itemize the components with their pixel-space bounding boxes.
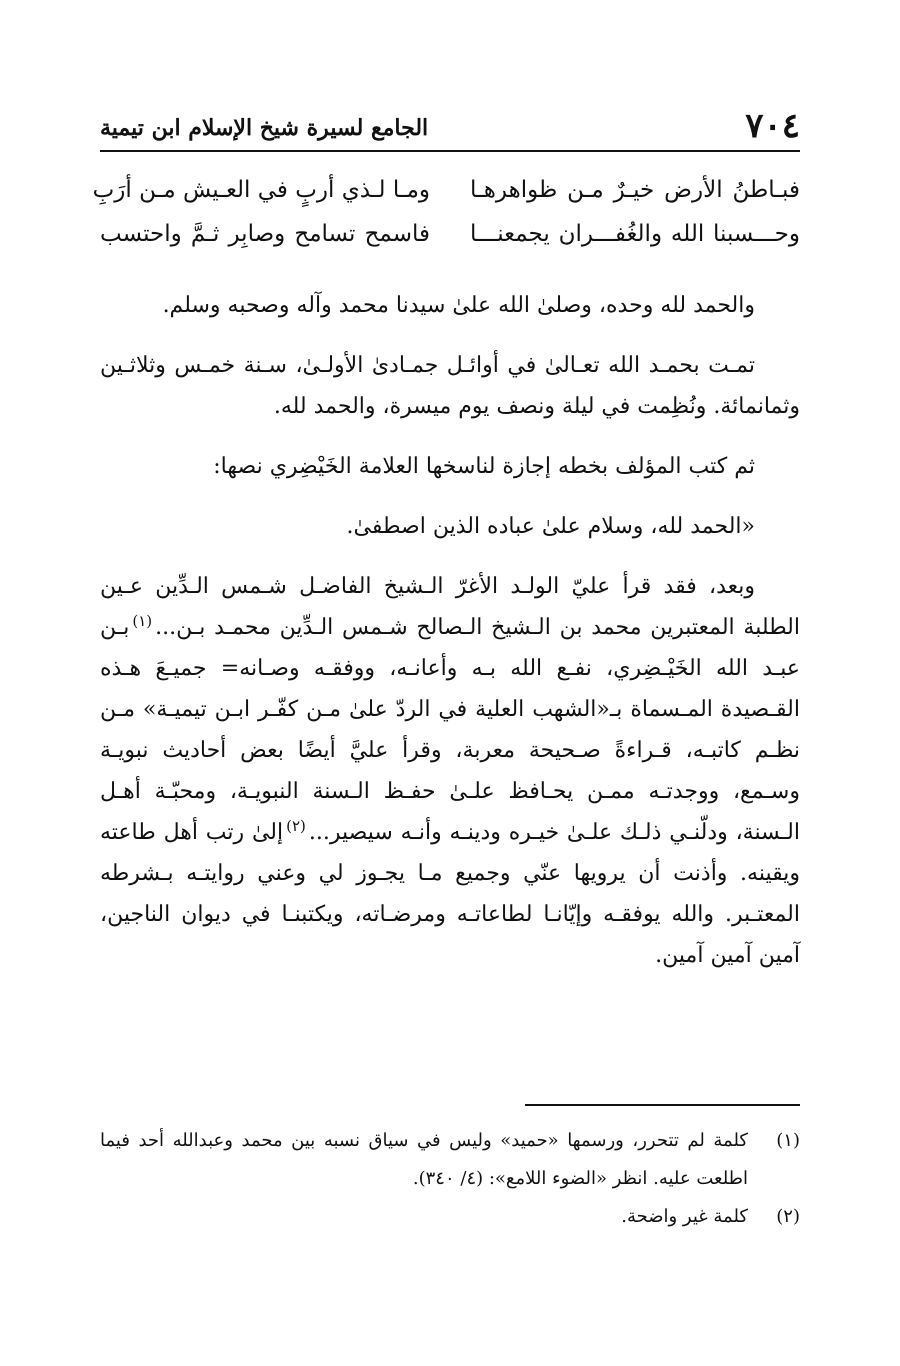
page-number: ٧٠٤ (745, 106, 800, 146)
paragraph-ijaza-opening: «الحمد لله، وسلام علىٰ عباده الذين اصطفىٰ. (346, 514, 755, 539)
footnote-text: كلمة غير واضحة. (621, 1206, 748, 1227)
verse-first-hemistich: فبـاطنُ الأرض خيـرٌ مـن ظواهرهـا (470, 177, 800, 203)
footnotes (100, 1122, 800, 1236)
footnote-number: (١) (776, 1130, 800, 1151)
paragraph-completion-note: تمـت بحمـد الله تعـالىٰ في أوائـل جمـادىٰ الأولـىٰ، سـنة خمـس وثلاثـين وثمانمائة. ونُظِمت في ليلة ونصف يوم ميسرة، والحمد لله. (100, 353, 800, 419)
paragraph-ijaza-intro: ثم كتب المؤلف بخطه إجازة لناسخها العلامة الخَيْضِري نصها: (213, 454, 755, 479)
ijaza-text-part2: بـن عبـد الله الخَيْـضِري، نفـع الله بـه وأعانـه، ووفقـه وصـانه= جميـعَ هـذه القـصيدة المـسماة بـ«الشهب العلية في الردّ علىٰ مـن كفّـر ابـن تيميـة» مـن نظـم كاتبـه، قـراءةً صـحيحة معربة، وقرأ عليَّ أيضًا بعض أحاديث نبويـة وسـمع، ووجدتـه ممـن يحـافظ علـىٰ حفـظ الـسنة النبويـة، ومحبّـة أهـل الـسنة، ودلّنـي ذلـك علـىٰ خيـره ودينـه وأنـه سيصير... (100, 615, 800, 845)
ijaza-text-part1: وبعد، فقد قرأ عليّ الولـد الأغرّ الـشيخ الفاضـل شـمس الـدِّين عـين الطلبة المعتبرين محمد بن الـشيخ الـصالح شـمس الـدِّين محمـد بـن... (100, 574, 800, 640)
paragraph-closing-praise: والحمد لله وحده، وصلىٰ الله علىٰ سيدنا محمد وآله وصحبه وسلم. (162, 293, 755, 318)
verse-first-hemistich: وحـــسبنا الله والغُفـــران يجمعنـــا (470, 221, 800, 247)
verse-row (100, 212, 800, 256)
footnote-ref-1[interactable]: (١) (132, 611, 153, 630)
paragraph-ijaza-text (100, 566, 800, 976)
footnote-separator (525, 1104, 800, 1106)
poem-verses (92, 168, 800, 256)
running-title: الجامع لسيرة شيخ الإسلام ابن تيمية (100, 115, 429, 141)
footnote-item (100, 1122, 800, 1198)
page-header (100, 100, 800, 152)
footnote-item (100, 1198, 800, 1236)
body-text (100, 285, 800, 976)
verse-second-hemistich: ومـا لـذي أربٍ في العـيش مـن أرَبِ (92, 177, 430, 203)
footnote-ref-2[interactable]: (٢) (286, 816, 306, 835)
verse-row (92, 168, 800, 212)
footnote-text: كلمة لم تتحرر، ورسمها «حميد» وليس في سياق نسبه بين محمد وعبدالله أحد فيما اطلعت عليه. انظر «الضوء اللامع»: (٤/ ٣٤٠). (100, 1130, 748, 1189)
verse-second-hemistich: فاسمح تسامح وصابِر ثـمَّ واحتسب (100, 221, 430, 247)
ijaza-text-part3: إلىٰ رتب أهل طاعته ويقينه. وأذنت أن يرويها عنّي وجميع مـا يجـوز لي وعني روايتـه بـشرطه المعتـبر. والله يوفقـه وإيّانـا لطاعاتـه ومرضـاته، ويكتبنـا في ديوان الناجين، آمين آمين آمين. (100, 820, 800, 968)
footnote-number: (٢) (776, 1206, 800, 1227)
